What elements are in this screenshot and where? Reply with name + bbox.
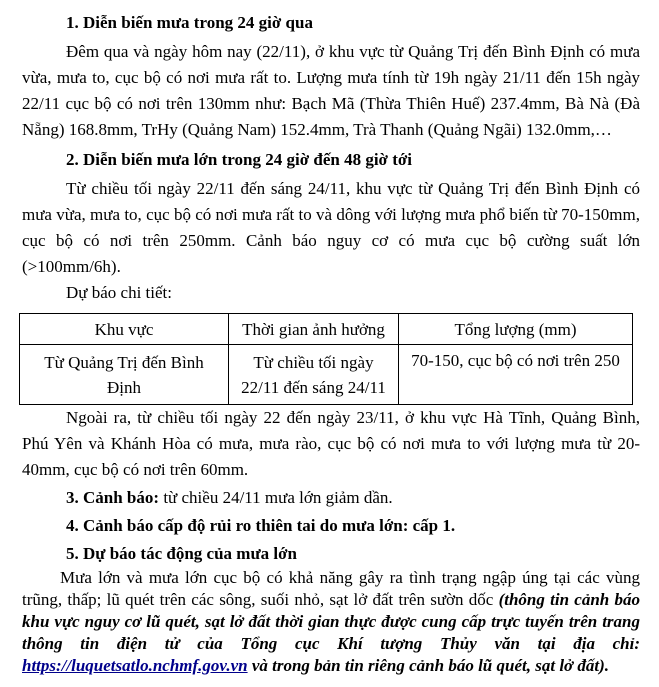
impact-note-bold-italic-end: và trong bản tin riêng cảnh báo lũ quét, sạt lở đất). [247, 656, 610, 675]
section-5-paragraph [22, 567, 640, 677]
section-3-text: từ chiều 24/11 mưa lớn giảm dần. [159, 488, 393, 507]
flood-warning-link[interactable]: https://luquetsatlo.nchmf.gov.vn [22, 656, 248, 675]
section-1-paragraph: Đêm qua và ngày hôm nay (22/11), ở khu vực từ Quảng Trị đến Bình Định có mưa vừa, mưa to, cục bộ có nơi mưa rất to. Lượng mưa tính từ 19h ngày 21/11 đến 15h ngày 22/11 cục bộ có nơi trên 130mm như: Bạch Mã (Thừa Thiên Huế) 237.4mm, Bà Nà (Đà Nẵng) 168.8mm, TrHy (Quảng Nam) 152.4mm, Trà Thanh (Quảng Ngãi) 132.0mm,… [22, 42, 640, 139]
forecast-table [19, 313, 633, 405]
section-2-extra-paragraph: Ngoài ra, từ chiều tối ngày 22 đến ngày 23/11, ở khu vực Hà Tĩnh, Quảng Bình, Phú Yên và Khánh Hòa có mưa, mưa rào, cục bộ có nơi mưa to với lượng mưa từ 20-40mm, cục bộ có nơi trên 60mm. [22, 408, 640, 479]
table-cell-amount: 70-150, cục bộ có nơi trên 250 [399, 345, 633, 405]
table-cell-region: Từ Quảng Trị đến Bình Định [20, 345, 229, 405]
section-2-heading: 2. Diễn biến mưa lớn trong 24 giờ đến 48 giờ tới [66, 150, 413, 169]
forecast-table-header-row [20, 314, 633, 345]
forecast-table-row [20, 345, 633, 405]
section-4-heading: 4. Cảnh báo cấp độ rủi ro thiên tai do mưa lớn: cấp 1. [66, 516, 456, 535]
section-5-heading: 5. Dự báo tác động của mưa lớn [66, 544, 298, 563]
table-cell-time: Từ chiều tối ngày 22/11 đến sáng 24/11 [229, 345, 399, 405]
impact-text-normal: Mưa lớn và mưa lớn cục bộ có khả năng gây ra tình trạng ngập úng tại các vùng trũng, thấp; lũ quét trên các sông, suối nhỏ, sạt lở đất trên sườn dốc [22, 568, 640, 609]
detail-forecast-label: Dự báo chi tiết: [66, 283, 172, 302]
table-header-region: Khu vực [20, 314, 229, 345]
impact-note-bold-italic: (thông tin cảnh báo khu vực nguy cơ lũ quét, sạt lở đất thời gian thực được cung cấp trực tuyến trên trang thông tin điện tử của Tổng cục Khí tượng Thủy văn tại địa chỉ: [22, 590, 640, 653]
section-1-heading: 1. Diễn biến mưa trong 24 giờ qua [66, 13, 313, 32]
table-header-amount: Tổng lượng (mm) [399, 314, 633, 345]
section-2-paragraph: Từ chiều tối ngày 22/11 đến sáng 24/11, khu vực từ Quảng Trị đến Bình Định có mưa vừa, mưa to, cục bộ có nơi mưa rất to và dông với lượng mưa phổ biến từ 70-150mm, cục bộ có nơi trên 250mm. Cảnh báo nguy cơ có mưa cục bộ cường suất lớn (>100mm/6h). [22, 179, 640, 276]
table-header-time: Thời gian ảnh hưởng [229, 314, 399, 345]
section-3-line [22, 485, 640, 511]
section-3-label: 3. Cảnh báo: [66, 488, 160, 507]
